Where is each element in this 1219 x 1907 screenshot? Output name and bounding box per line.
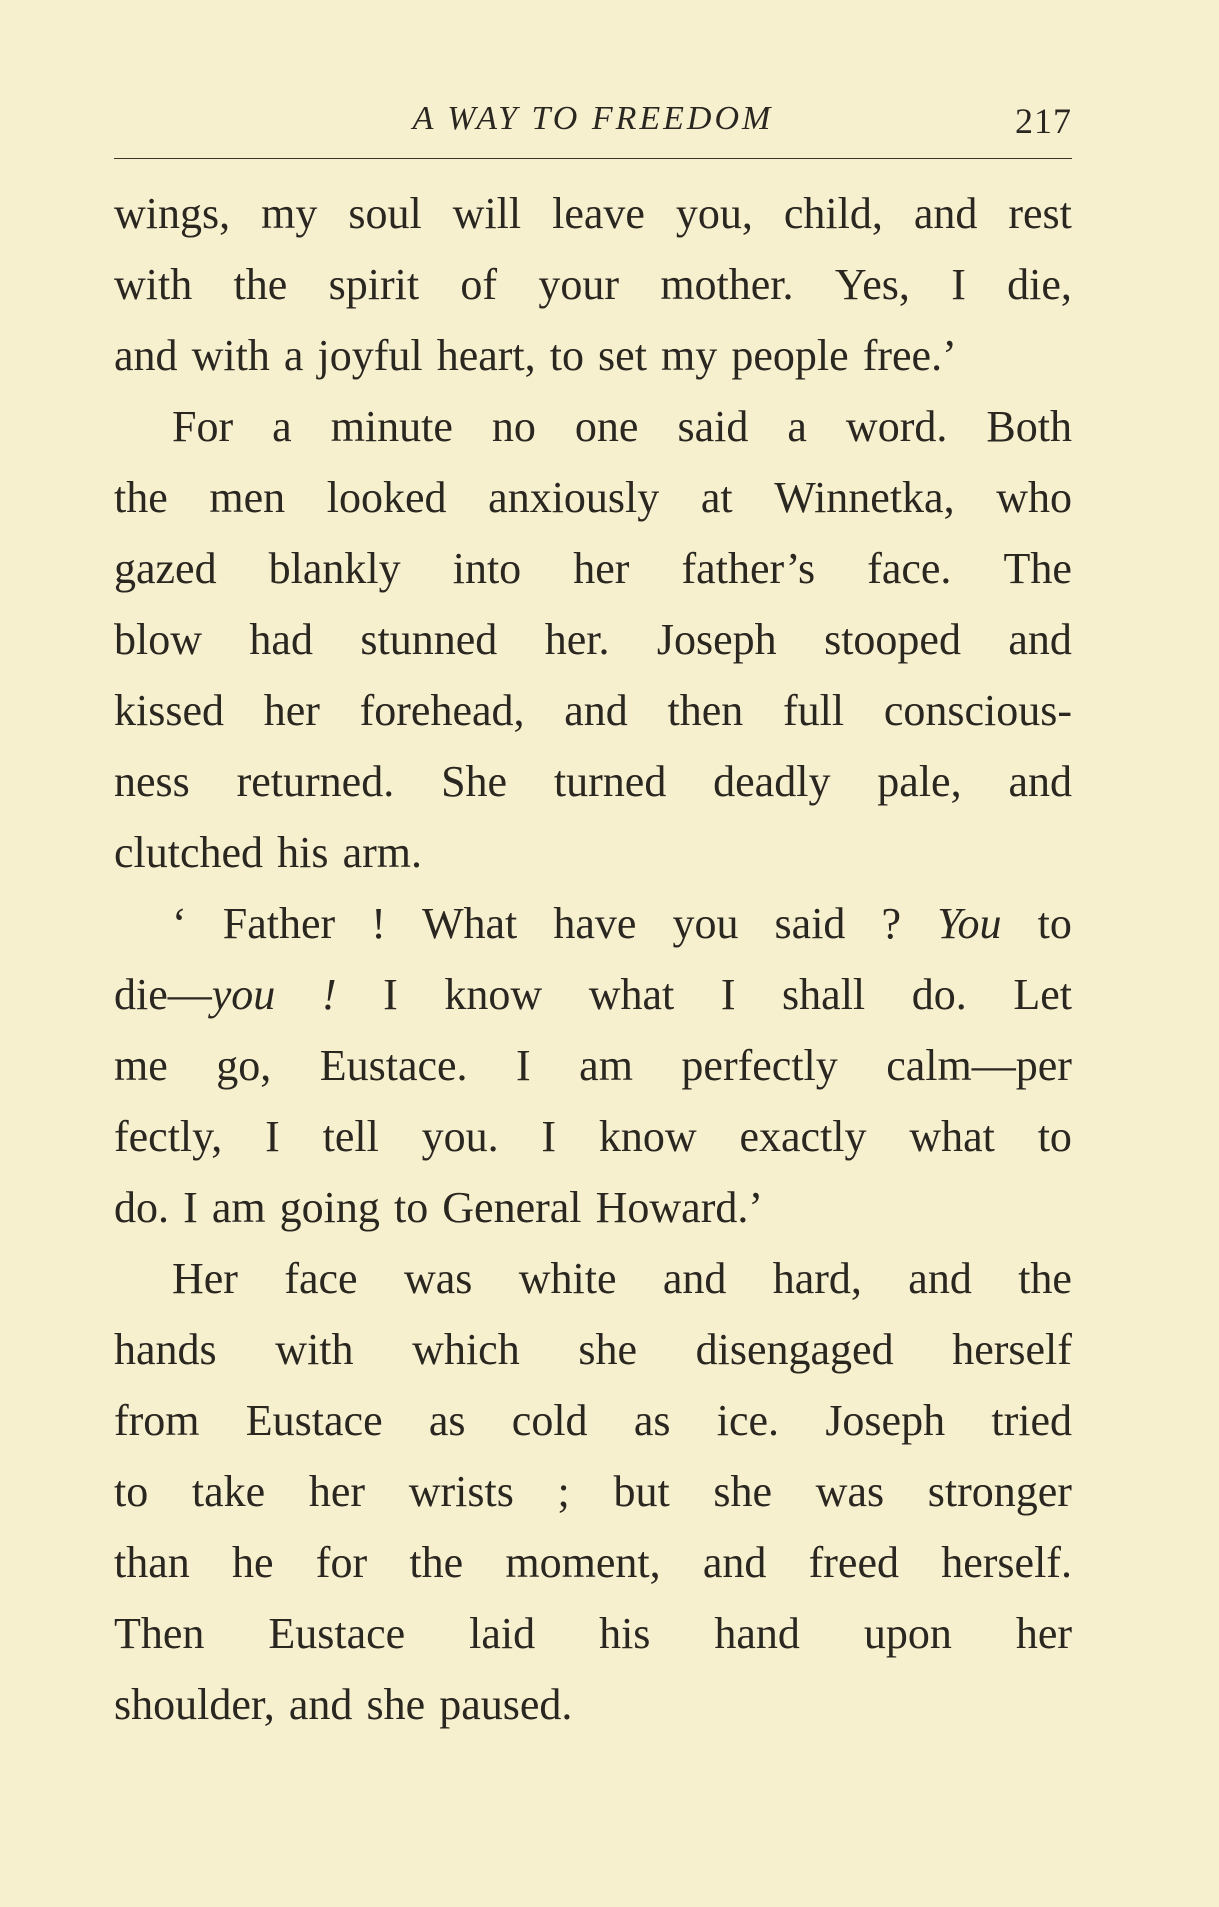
word: with (275, 1325, 354, 1374)
word: arm. (342, 828, 422, 877)
word: at (700, 473, 733, 522)
word: hands (114, 1325, 217, 1374)
text-line (114, 675, 1072, 746)
word: stooped (824, 615, 961, 664)
word: with (191, 331, 270, 380)
word: which (412, 1325, 520, 1374)
word: conscious- (883, 686, 1072, 735)
word: gazed (114, 544, 217, 593)
word: upon (863, 1609, 952, 1658)
word: do. (911, 970, 967, 1019)
word: know (598, 1112, 697, 1161)
word: have (553, 899, 637, 948)
text-line (114, 1243, 1072, 1314)
word: to (1037, 1112, 1072, 1161)
word: paused. (439, 1680, 573, 1729)
word: the (114, 473, 168, 522)
word (322, 959, 337, 1030)
word: perfectly (681, 1041, 838, 1090)
word: her (308, 1467, 366, 1516)
header-rule (114, 158, 1072, 159)
word: Eustace. (319, 1041, 468, 1090)
text-line (114, 1172, 1072, 1243)
word: minute (330, 402, 453, 451)
word: tell (322, 1112, 379, 1161)
italic-text: you (211, 970, 276, 1019)
word: one (574, 402, 639, 451)
word: cold (511, 1396, 588, 1445)
word: your (538, 260, 620, 309)
text-line (114, 746, 1072, 817)
word: what (909, 1112, 995, 1161)
word: my (261, 189, 318, 238)
word: face (284, 1254, 358, 1303)
text-line (114, 178, 1072, 249)
word: as (633, 1396, 671, 1445)
word: face. (867, 544, 952, 593)
word: die—you (114, 970, 276, 1019)
word: people (731, 331, 849, 380)
word: was (815, 1467, 885, 1516)
word: than (114, 1538, 190, 1587)
text-line (114, 462, 1072, 533)
word: shoulder, (114, 1680, 275, 1729)
word: her (573, 544, 630, 593)
word: her. (544, 615, 610, 664)
text-line (114, 1669, 1072, 1740)
text-line (114, 533, 1072, 604)
word: I (383, 970, 398, 1019)
word: the (409, 1538, 464, 1587)
word: men (209, 473, 286, 522)
word: Let (1013, 970, 1072, 1019)
word: me (114, 1041, 168, 1090)
text-line (114, 320, 1072, 391)
word: for (315, 1538, 368, 1587)
word: spirit (328, 260, 420, 309)
word: said (677, 402, 749, 451)
text-line (114, 1385, 1072, 1456)
word: turned (553, 757, 667, 806)
word: a (283, 331, 304, 380)
word: ice. (716, 1396, 780, 1445)
word: from (114, 1396, 200, 1445)
word: and (662, 1254, 727, 1303)
word: I (183, 1183, 198, 1232)
word: Yes, (834, 260, 910, 309)
word: was (403, 1254, 473, 1303)
word: her (263, 686, 320, 735)
word: who (996, 473, 1072, 522)
word: Joseph (656, 615, 777, 664)
word: word. (845, 402, 948, 451)
word: said (774, 899, 846, 948)
word: ! (371, 899, 386, 948)
text-line (114, 1456, 1072, 1527)
running-head (114, 96, 1072, 156)
word: leave (552, 189, 645, 238)
word: exactly (739, 1112, 867, 1161)
word: and (114, 331, 178, 380)
word: Then (114, 1609, 205, 1658)
word: take (191, 1467, 266, 1516)
word: her (1015, 1609, 1072, 1658)
text-line (114, 1101, 1072, 1172)
word: die, (1007, 260, 1072, 309)
word: I (541, 1112, 557, 1161)
word: General (442, 1183, 582, 1232)
word: Father (222, 899, 336, 948)
word: tried (991, 1396, 1072, 1445)
word: go, (216, 1041, 272, 1090)
word: blow (114, 615, 202, 664)
word: heart, (436, 331, 536, 380)
word: calm—per (886, 1041, 1072, 1090)
word: hand (714, 1609, 800, 1658)
italic-text: You (937, 899, 1002, 948)
word: She (441, 757, 508, 806)
word: am (579, 1041, 633, 1090)
word: herself (952, 1325, 1072, 1374)
word: full (782, 686, 845, 735)
word: and (1008, 757, 1072, 806)
word: anxiously (488, 473, 660, 522)
word: shall (782, 970, 866, 1019)
word: to (549, 331, 584, 380)
word: For (172, 402, 234, 451)
word: my (661, 331, 718, 380)
word: blankly (268, 544, 401, 593)
word: but (613, 1467, 670, 1516)
word: Winnetka, (774, 473, 955, 522)
word: I (720, 970, 736, 1019)
word: and (564, 686, 628, 735)
word: soul (348, 189, 422, 238)
word: I (265, 1112, 280, 1161)
word: herself. (941, 1538, 1072, 1587)
word: no (491, 402, 536, 451)
word: joyful (317, 331, 423, 380)
text-line (114, 1030, 1072, 1101)
word: laid (469, 1609, 536, 1658)
word: ? (881, 899, 902, 948)
word: going (279, 1183, 380, 1232)
word: she (713, 1467, 772, 1516)
word: and (288, 1680, 353, 1729)
running-title: A WAY TO FREEDOM (412, 100, 774, 137)
word: to (114, 1467, 149, 1516)
word: of (460, 260, 498, 309)
text-line (114, 1527, 1072, 1598)
word: you. (421, 1112, 499, 1161)
word: child, (783, 189, 883, 238)
word: kissed (114, 686, 224, 735)
page-number: 217 (1015, 101, 1072, 141)
word: his (599, 1609, 651, 1658)
word: Joseph (825, 1396, 946, 1445)
text-line (114, 817, 1072, 888)
word: Her (172, 1254, 238, 1303)
word: returned. (236, 757, 395, 806)
word: into (452, 544, 522, 593)
word: Eustace (245, 1396, 383, 1445)
word: set (598, 331, 647, 380)
text-line (114, 391, 1072, 462)
word: you (672, 899, 739, 948)
word: looked (326, 473, 447, 522)
word: ness (114, 757, 190, 806)
word: then (667, 686, 744, 735)
word: and (908, 1254, 972, 1303)
word: to (393, 1183, 429, 1232)
word: will (452, 189, 522, 238)
word: ; (557, 1467, 570, 1516)
word: as (428, 1396, 466, 1445)
word: white (518, 1254, 617, 1303)
word: The (1003, 544, 1072, 593)
body-text (114, 178, 1072, 1740)
word: with (114, 260, 193, 309)
italic-text: ! (321, 970, 337, 1019)
word: Howard.’ (595, 1183, 763, 1232)
word: to (1037, 899, 1072, 948)
word: and (1008, 615, 1072, 664)
word: know (444, 970, 543, 1019)
word: what (588, 970, 675, 1019)
word: deadly (713, 757, 831, 806)
word: she (366, 1680, 426, 1729)
word: do. (114, 1183, 169, 1232)
word: his (277, 828, 329, 877)
word: forehead, (359, 686, 525, 735)
word: you, (675, 189, 753, 238)
word: stunned (360, 615, 498, 664)
word: am (211, 1183, 266, 1232)
text-line (114, 1598, 1072, 1669)
word: had (249, 615, 313, 664)
text-line (114, 888, 1072, 959)
word: freed (808, 1538, 899, 1587)
word (937, 888, 1001, 959)
word: moment, (505, 1538, 661, 1587)
word: and (702, 1538, 767, 1587)
word: and (913, 189, 978, 238)
word: I (951, 260, 966, 309)
word: he (232, 1538, 274, 1587)
word: wings, (114, 189, 231, 238)
word: rest (1008, 189, 1072, 238)
word: she (578, 1325, 637, 1374)
word: mother. (660, 260, 794, 309)
word: stronger (927, 1467, 1072, 1516)
word: a (272, 402, 292, 451)
word: Both (986, 402, 1072, 451)
word: What (421, 899, 518, 948)
word: hard, (772, 1254, 862, 1303)
word: I (516, 1041, 531, 1090)
word: disengaged (695, 1325, 894, 1374)
word: pale, (877, 757, 962, 806)
word: ‘ (172, 899, 187, 948)
word: Eustace (268, 1609, 406, 1658)
text-line (114, 249, 1072, 320)
word: clutched (114, 828, 264, 877)
word: fectly, (114, 1112, 223, 1161)
text-line (114, 959, 1072, 1030)
text-line (114, 604, 1072, 675)
word: wrists (408, 1467, 514, 1516)
word: free.’ (862, 331, 957, 380)
word: father’s (681, 544, 816, 593)
word: a (787, 402, 807, 451)
word: the (233, 260, 288, 309)
text-line (114, 1314, 1072, 1385)
word: the (1018, 1254, 1072, 1303)
